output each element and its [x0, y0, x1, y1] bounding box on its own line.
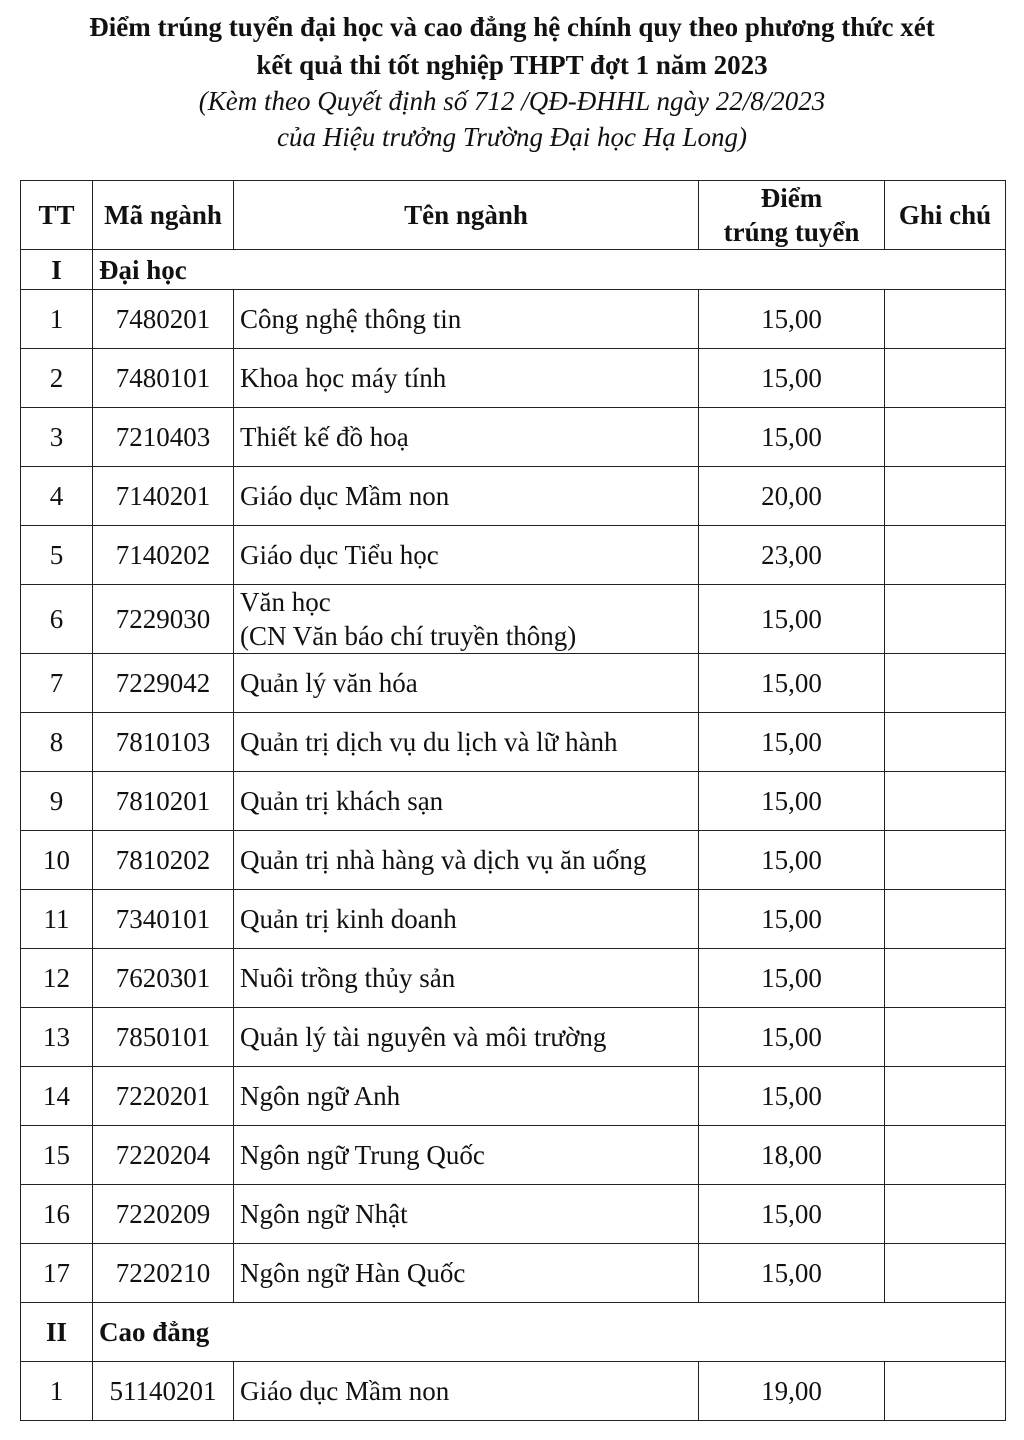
cell-tt: 4 [21, 467, 93, 526]
cell-tt: 2 [21, 349, 93, 408]
section-numeral: II [21, 1303, 93, 1362]
cell-code: 7140202 [93, 526, 234, 585]
cell-name-line2: (CN Văn báo chí truyền thông) [240, 621, 577, 651]
header-score [699, 181, 885, 250]
cell-code: 7810202 [93, 831, 234, 890]
table-row [21, 713, 1006, 772]
cell-name [234, 585, 699, 654]
cell-score: 18,00 [699, 1126, 885, 1185]
cell-code: 7850101 [93, 1008, 234, 1067]
cell-name: Ngôn ngữ Hàn Quốc [234, 1244, 699, 1303]
cell-tt: 8 [21, 713, 93, 772]
cell-note [885, 713, 1006, 772]
cell-note [885, 890, 1006, 949]
cell-tt: 6 [21, 585, 93, 654]
cell-score: 15,00 [699, 713, 885, 772]
table-row [21, 585, 1006, 654]
table-row [21, 1362, 1006, 1421]
cell-code: 7810201 [93, 772, 234, 831]
cell-tt: 7 [21, 654, 93, 713]
cell-score: 15,00 [699, 949, 885, 1008]
cell-name: Ngôn ngữ Anh [234, 1067, 699, 1126]
cell-tt: 15 [21, 1126, 93, 1185]
cell-tt: 1 [21, 290, 93, 349]
section-title: Cao đẳng [93, 1303, 1006, 1362]
cell-note [885, 526, 1006, 585]
cell-score: 23,00 [699, 526, 885, 585]
cell-tt: 17 [21, 1244, 93, 1303]
cell-name: Giáo dục Mầm non [234, 467, 699, 526]
cell-name: Ngôn ngữ Trung Quốc [234, 1126, 699, 1185]
table-header-row [21, 181, 1006, 250]
cell-tt: 5 [21, 526, 93, 585]
cell-name: Nuôi trồng thủy sản [234, 949, 699, 1008]
cell-note [885, 467, 1006, 526]
cell-name: Giáo dục Mầm non [234, 1362, 699, 1421]
section-numeral: I [21, 250, 93, 290]
cell-code: 51140201 [93, 1362, 234, 1421]
table-row [21, 949, 1006, 1008]
cell-note [885, 772, 1006, 831]
table-row [21, 526, 1006, 585]
section-row-college [21, 1303, 1006, 1362]
header-score-line1: Điểm [760, 183, 823, 213]
section-title: Đại học [93, 250, 1006, 290]
table-row [21, 408, 1006, 467]
cell-code: 7480101 [93, 349, 234, 408]
header-note: Ghi chú [885, 181, 1006, 250]
cell-score: 15,00 [699, 408, 885, 467]
cell-tt: 3 [21, 408, 93, 467]
cell-name: Công nghệ thông tin [234, 290, 699, 349]
cell-code: 7220210 [93, 1244, 234, 1303]
cell-tt: 11 [21, 890, 93, 949]
cell-code: 7220204 [93, 1126, 234, 1185]
table-row [21, 290, 1006, 349]
cell-name: Quản lý văn hóa [234, 654, 699, 713]
cell-tt: 1 [21, 1362, 93, 1421]
cell-tt: 14 [21, 1067, 93, 1126]
table-row [21, 1067, 1006, 1126]
table-row [21, 349, 1006, 408]
cell-score: 15,00 [699, 654, 885, 713]
cell-score: 15,00 [699, 1244, 885, 1303]
document-title-line2: kết quả thi tốt nghiệp THPT đợt 1 năm 2023 [256, 50, 768, 80]
cell-note [885, 1008, 1006, 1067]
cell-score: 20,00 [699, 467, 885, 526]
table-row [21, 1244, 1006, 1303]
cell-score: 15,00 [699, 890, 885, 949]
cell-note [885, 831, 1006, 890]
table-row [21, 772, 1006, 831]
cell-tt: 13 [21, 1008, 93, 1067]
cell-note [885, 1126, 1006, 1185]
cell-score: 15,00 [699, 349, 885, 408]
cell-name: Giáo dục Tiểu học [234, 526, 699, 585]
cell-name: Ngôn ngữ Nhật [234, 1185, 699, 1244]
table-row [21, 467, 1006, 526]
cell-code: 7140201 [93, 467, 234, 526]
cell-name: Quản trị khách sạn [234, 772, 699, 831]
document-subtitle-line1: (Kèm theo Quyết định số 712 /QĐ-ĐHHL ngày 22/8/2023 [198, 86, 826, 116]
cell-name-line1: Văn học [240, 587, 331, 617]
header-code: Mã ngành [93, 181, 234, 250]
header-name: Tên ngành [234, 181, 699, 250]
cell-note [885, 654, 1006, 713]
cell-code: 7340101 [93, 890, 234, 949]
cell-code: 7210403 [93, 408, 234, 467]
cell-note [885, 949, 1006, 1008]
cell-score: 15,00 [699, 831, 885, 890]
table-row [21, 1126, 1006, 1185]
cell-code: 7810103 [93, 713, 234, 772]
section-row-university [21, 250, 1006, 290]
cell-name: Thiết kế đồ hoạ [234, 408, 699, 467]
header-tt: TT [21, 181, 93, 250]
cell-code: 7229042 [93, 654, 234, 713]
cell-code: 7480201 [93, 290, 234, 349]
cell-name: Quản lý tài nguyên và môi trường [234, 1008, 699, 1067]
cell-note [885, 290, 1006, 349]
cell-score: 15,00 [699, 290, 885, 349]
cell-tt: 16 [21, 1185, 93, 1244]
cell-score: 19,00 [699, 1362, 885, 1421]
cell-score: 15,00 [699, 1008, 885, 1067]
cell-score: 15,00 [699, 585, 885, 654]
cell-note [885, 408, 1006, 467]
cell-name: Khoa học máy tính [234, 349, 699, 408]
cell-name: Quản trị dịch vụ du lịch và lữ hành [234, 713, 699, 772]
table-row [21, 1185, 1006, 1244]
cell-note [885, 1244, 1006, 1303]
cell-code: 7229030 [93, 585, 234, 654]
cell-code: 7220209 [93, 1185, 234, 1244]
document-title-line1: Điểm trúng tuyển đại học và cao đẳng hệ chính quy theo phương thức xét [89, 12, 935, 42]
table-row [21, 654, 1006, 713]
cell-name: Quản trị nhà hàng và dịch vụ ăn uống [234, 831, 699, 890]
admission-score-table [20, 180, 1006, 1421]
cell-note [885, 349, 1006, 408]
cell-tt: 9 [21, 772, 93, 831]
cell-note [885, 585, 1006, 654]
header-score-line2: trúng tuyển [723, 217, 860, 247]
cell-tt: 12 [21, 949, 93, 1008]
table-row [21, 890, 1006, 949]
document-subtitle-line2: của Hiệu trưởng Trường Đại học Hạ Long) [276, 122, 748, 152]
table-row [21, 831, 1006, 890]
cell-note [885, 1067, 1006, 1126]
cell-note [885, 1362, 1006, 1421]
cell-note [885, 1185, 1006, 1244]
cell-tt: 10 [21, 831, 93, 890]
cell-score: 15,00 [699, 772, 885, 831]
cell-score: 15,00 [699, 1185, 885, 1244]
cell-code: 7620301 [93, 949, 234, 1008]
cell-name: Quản trị kinh doanh [234, 890, 699, 949]
table-row [21, 1008, 1006, 1067]
cell-score: 15,00 [699, 1067, 885, 1126]
cell-code: 7220201 [93, 1067, 234, 1126]
